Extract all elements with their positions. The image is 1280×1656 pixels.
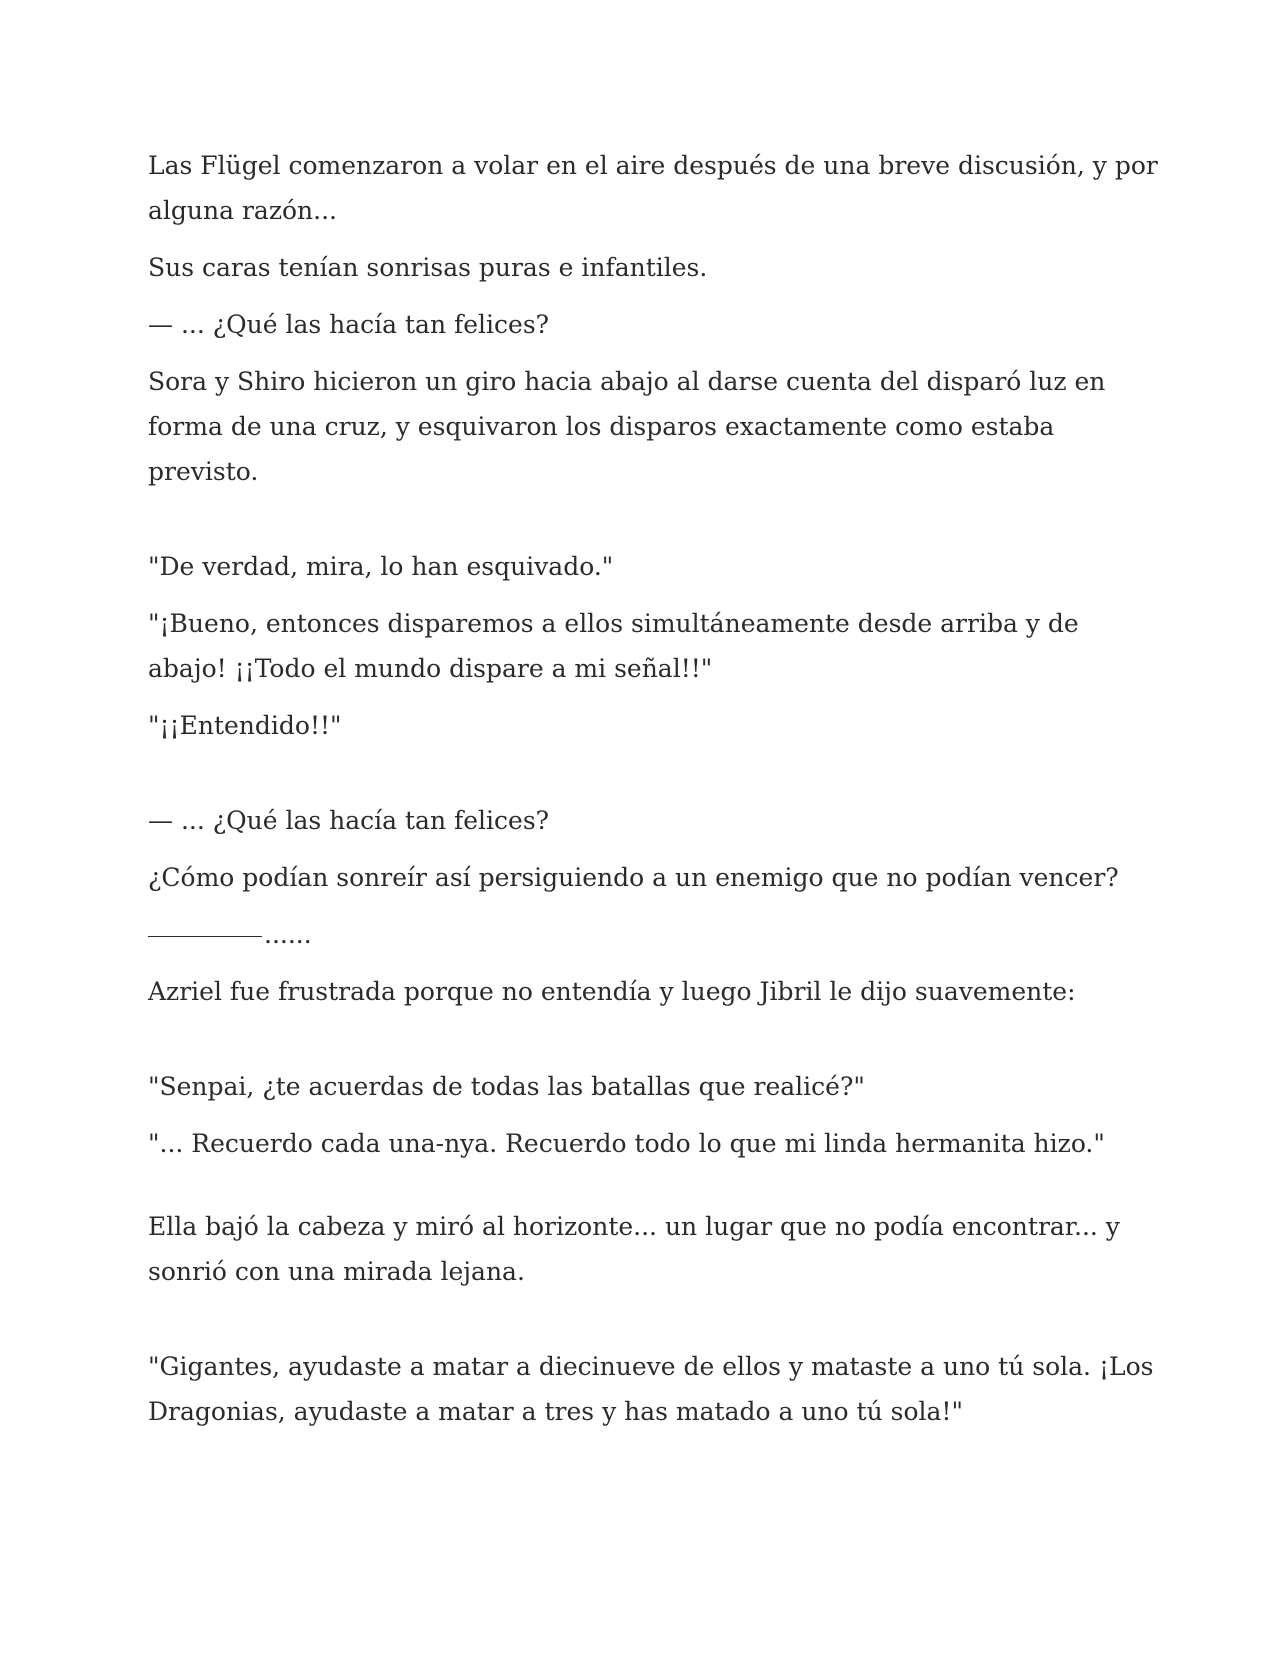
paragraph-4: Sora y Shiro hicieron un giro hacia abajo al darse cuenta del disparó luz en forma de una cruz, y esquivaron los disparos exactamente como estaba previsto. [148,367,1106,486]
paragraph-9: ¿Cómo podían sonreír así persiguiendo a un enemigo que no podían vencer? [148,863,1119,892]
ellipsis-text: ...... [264,920,312,949]
paragraph-3: — ... ¿Qué las hacía tan felices? [148,310,550,339]
paragraph-8: — ... ¿Qué las hacía tan felices? [148,806,550,835]
paragraph-2: Sus caras tenían sonrisas puras e infantiles. [148,253,708,282]
paragraph-13: "... Recuerdo cada una-nya. Recuerdo todo lo que mi linda hermanita hizo." [148,1129,1105,1158]
paragraph-5: "De verdad, mira, lo han esquivado." [148,552,614,581]
paragraph-11: Azriel fue frustrada porque no entendía y luego Jibril le dijo suavemente: [148,977,1076,1006]
document-page [148,143,1158,1446]
paragraph-12: "Senpai, ¿te acuerdas de todas las batallas que realicé?" [148,1072,865,1101]
paragraph-15: "Gigantes, ayudaste a matar a diecinueve de ellos y mataste a uno tú sola. ¡Los Dragonias, ayudaste a matar a tres y has matado a uno tú sola!" [148,1352,1154,1426]
paragraph-1: Las Flügel comenzaron a volar en el aire después de una breve discusión, y por alguna razón... [148,151,1158,225]
paragraph-14: Ella bajó la cabeza y miró al horizonte... un lugar que no podía encontrar... y sonrió con una mirada lejana. [148,1212,1120,1286]
paragraph-7: "¡¡Entendido!!" [148,711,342,740]
horizontal-rule [148,936,262,937]
paragraph-10 [148,912,1158,957]
paragraph-6: "¡Bueno, entonces disparemos a ellos simultáneamente desde arriba y de abajo! ¡¡Todo el mundo dispare a mi señal!!" [148,609,1079,683]
